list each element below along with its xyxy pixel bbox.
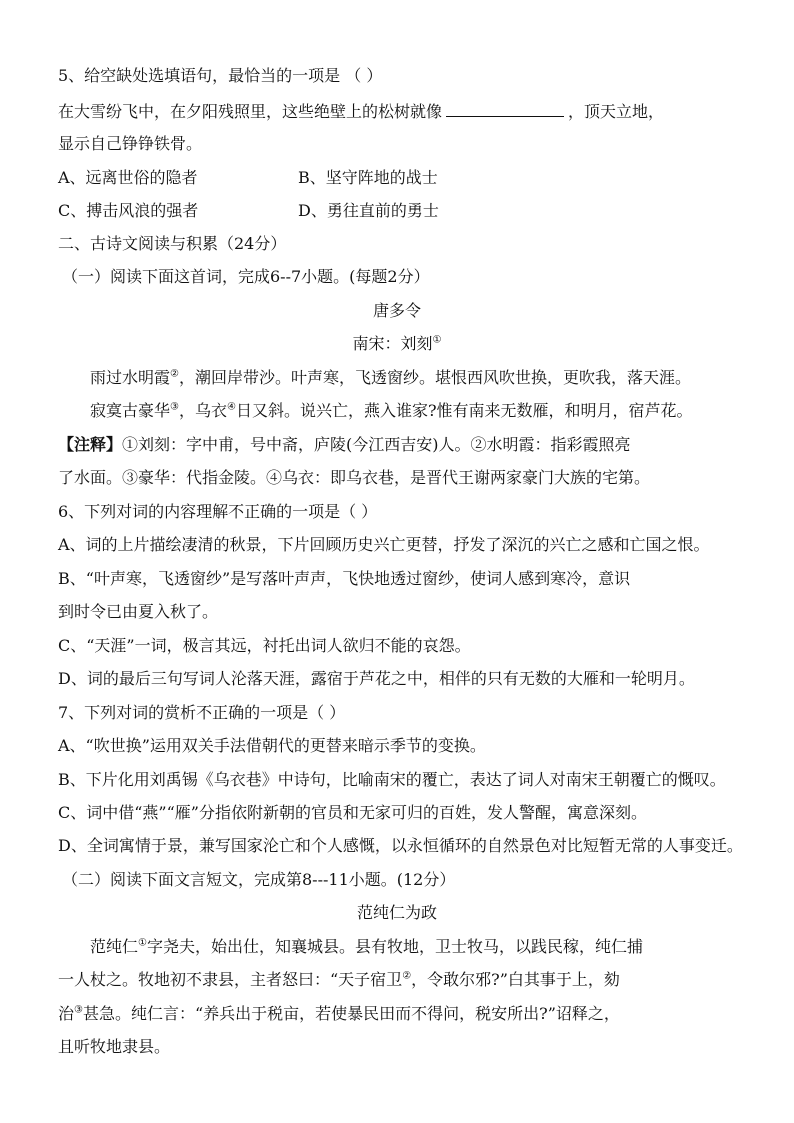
notes-line1 [58,435,748,455]
q6-option-b-line1: B、“叶声寒，飞透窗纱”是写落叶声声，飞快地透过窗纱，使词人感到寒冷，意识 [58,569,631,588]
poem-text: ，乌衣 [178,401,227,420]
q5-sentence-post: ，顶天立地， [568,102,665,121]
footnote-marker: ① [138,937,147,949]
q7-option-d: D、全词寓情于景，兼写国家沦亡和个人感慨，以永恒循环的自然景色对比短暂无常的人事变迁。 [58,836,743,855]
q5-sentence-pre: 在大雪纷飞中，在夕阳残照里，这些绝壁上的松树就像 [58,102,443,121]
passage-text: 字尧夫，始出仕，知襄城县。县有牧地，卫士牧马，以践民稼，纯仁捕 [146,937,643,956]
q7-option-a: A、“吹世换”运用双关手法借朝代的更替来暗示季节的变换。 [58,736,486,755]
passage-text: 甚急。纯仁言：“养兵出于税亩，若使暴民田而不得问，税安所出?”诏释之， [82,1004,620,1023]
passage-text: 治 [58,1004,75,1023]
fill-blank [446,101,564,117]
q5-sentence-line2: 显示自己铮铮铁骨。 [58,134,203,153]
poem-author-text: 南宋：刘刻 [352,334,433,353]
q6-option-a: A、词的上片描绘凄清的秋景，下片回顾历史兴亡更替，抒发了深沉的兴亡之感和亡国之恨。 [58,535,710,554]
footnote-marker: ② [402,970,412,982]
poem-text: 雨过水明霞 [90,368,171,387]
q6-option-c: C、“天涯”一词，极言其远，衬托出词人欲归不能的哀怨。 [58,636,471,655]
part1-instruction: （一）阅读下面这首词，完成6--7小题。(每题2分） [62,267,430,286]
poem-author [0,334,794,354]
q7-stem: 7、下列对词的赏析不正确的一项是（ ） [58,703,346,722]
footnote-marker: ④ [227,401,236,413]
notes-label: 【注释】 [58,435,123,454]
part2-instruction: （二）阅读下面文言短文，完成第8---11小题。(12分） [62,870,456,889]
passage-line3 [58,1004,748,1024]
q7-option-c: C、词中借“燕”“雁”分指依附新朝的官员和无家可归的百姓，发人警醒，寓意深刻。 [58,803,647,822]
passage-text: ，令敢尔邪?”白其事于上，劾 [411,970,620,989]
passage-title: 范纯仁为政 [356,903,437,922]
q5-option-a: A、远离世俗的隐者 [58,168,198,187]
footnote-marker: ③ [170,401,179,413]
footnote-marker: ③ [74,1004,83,1016]
q5-option-c: C、搏击风浪的强者 [58,201,199,220]
q6-option-b-line2: 到时令已由夏入秋了。 [58,602,219,621]
notes-text: ①刘刻：字中甫，号中斋，庐陵(今江西吉安)人。②水明霞：指彩霞照亮 [122,435,631,454]
q5-option-d: D、勇往直前的勇士 [298,201,439,220]
notes-line2: 了水面。③豪华：代指金陵。④乌衣：即乌衣巷，是晋代王谢两家豪门大族的宅第。 [58,468,651,487]
poem-line1 [90,368,780,388]
footnote-marker: ② [170,368,179,380]
passage-text: 一人杖之。牧地初不隶县，主者怒曰：“天子宿卫 [58,970,403,989]
poem-text: 寂寞古豪华 [90,401,171,420]
section2-heading: 二、古诗文阅读与积累（24分） [58,234,287,253]
q5-sentence-line1 [58,101,748,122]
q5-option-b: B、坚守阵地的战士 [298,168,438,187]
q6-option-d: D、词的最后三句写词人沦落天涯，露宿于芦花之中，相伴的只有无数的大雁和一轮明月。 [58,669,695,688]
passage-line4: 且听牧地隶县。 [58,1037,171,1056]
passage-text: 范纯仁 [90,937,139,956]
poem-line2 [90,401,780,421]
footnote-marker: ① [432,334,442,346]
q5-stem: 5、给空缺处选填语句，最恰当的一项是 （ ） [58,66,383,85]
q7-option-b: B、下片化用刘禹锡《乌衣巷》中诗句，比喻南宋的覆亡，表达了词人对南宋王朝覆亡的慨叹。 [58,770,726,789]
poem-title: 唐多令 [372,301,421,320]
q6-stem: 6、下列对词的内容理解不正确的一项是（ ） [58,502,378,521]
passage-line2 [58,970,748,990]
poem-text: ，潮回岸带沙。叶声寒，飞透窗纱。堪恨西风吹世换，更吹我，落天涯。 [178,368,691,387]
passage-line1 [90,937,780,957]
poem-text: 日又斜。说兴亡，燕入谁家?惟有南来无数雁，和明月，宿芦花。 [235,401,693,420]
